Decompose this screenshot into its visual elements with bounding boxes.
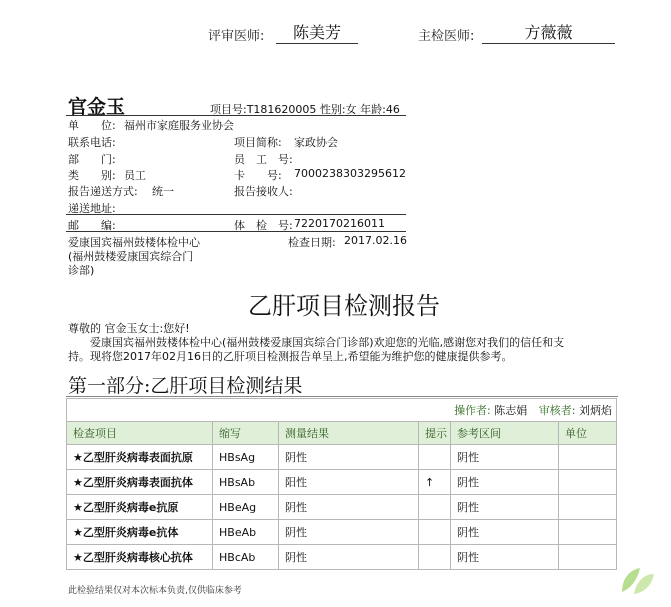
section-title: 第一部分:乙肝项目检测结果 xyxy=(68,375,303,397)
row-unit xyxy=(559,470,617,495)
project-short-value: 家政协会 xyxy=(294,136,338,149)
row-abbr: HBsAb xyxy=(213,470,279,495)
row-unit xyxy=(559,445,617,470)
operator-label: 操作者: xyxy=(454,404,491,417)
exam-no-value: 7220170216011 xyxy=(294,217,385,230)
row-item: ★乙型肝炎病毒表面抗体 xyxy=(67,470,213,495)
patient-name: 官金玉 xyxy=(68,96,126,118)
row-ref: 阴性 xyxy=(451,470,559,495)
unit-label: 单 位: xyxy=(68,119,116,132)
row-result: 阴性 xyxy=(279,545,419,570)
unit-value: 福州市家庭服务业协会 xyxy=(124,119,234,132)
row-item: ★乙型肝炎病毒表面抗原 xyxy=(67,445,213,470)
exam-date-label: 检查日期: xyxy=(288,236,336,249)
row-result: 阴性 xyxy=(279,520,419,545)
col-header-unit: 单位 xyxy=(559,422,617,445)
row-unit xyxy=(559,520,617,545)
row-hint: ↑ xyxy=(419,470,451,495)
phone-label: 联系电话: xyxy=(68,136,116,149)
divider xyxy=(66,115,406,116)
postcode-label: 邮 编: xyxy=(68,219,116,232)
department-label: 部 门: xyxy=(68,153,116,166)
leaf-logo-icon xyxy=(618,560,658,596)
delivery-value: 统一 xyxy=(152,185,174,198)
row-abbr: HBeAb xyxy=(213,520,279,545)
row-abbr: HBsAg xyxy=(213,445,279,470)
row-unit xyxy=(559,495,617,520)
operator-name: 陈志娟 xyxy=(494,404,528,417)
exam-date-value: 2017.02.16 xyxy=(344,234,407,247)
intro-line2: 持。现将您2017年02月16日的乙肝项目检测报告单呈上,希望能为维护您的健康提供参考。 xyxy=(68,350,513,363)
row-ref: 阴性 xyxy=(451,545,559,570)
row-hint xyxy=(419,445,451,470)
row-abbr: HBeAg xyxy=(213,495,279,520)
col-header-ref: 参考区间 xyxy=(451,422,559,445)
row-item: ★乙型肝炎病毒e抗原 xyxy=(67,495,213,520)
project-line: 项目号:T181620005 性别:女 年龄:46 xyxy=(210,103,400,116)
card-label: 卡 号: xyxy=(234,169,282,182)
operators-row xyxy=(67,399,617,422)
col-header-hint: 提示 xyxy=(419,422,451,445)
auditor-label: 审核者: xyxy=(538,404,576,417)
table-row xyxy=(67,445,617,470)
center-name-line2: (福州鼓楼爱康国宾综合门 xyxy=(68,250,194,263)
col-header-abbr: 缩写 xyxy=(213,422,279,445)
center-name-line3: 诊部) xyxy=(68,264,95,277)
row-ref: 阴性 xyxy=(451,445,559,470)
intro-line1: 爱康国宾福州鼓楼体检中心(福州鼓楼爱康国宾综合门诊部)欢迎您的光临,感谢您对我们的信任和支 xyxy=(90,336,565,349)
center-name-line1: 爱康国宾福州鼓楼体检中心 xyxy=(68,236,200,249)
row-unit xyxy=(559,545,617,570)
row-hint xyxy=(419,495,451,520)
col-header-result: 测量结果 xyxy=(279,422,419,445)
receiver-label: 报告接收人: xyxy=(234,185,293,198)
row-ref: 阴性 xyxy=(451,495,559,520)
project-short-label: 项目简称: xyxy=(234,136,282,149)
greeting: 尊敬的 官金玉女士:您好! xyxy=(68,322,190,335)
row-result: 阴性 xyxy=(279,445,419,470)
row-abbr: HBcAb xyxy=(213,545,279,570)
row-hint xyxy=(419,520,451,545)
employee-no-label: 员 工 号: xyxy=(234,153,293,166)
section-divider xyxy=(66,396,618,397)
row-item: ★乙型肝炎病毒核心抗体 xyxy=(67,545,213,570)
table-row xyxy=(67,545,617,570)
row-hint xyxy=(419,545,451,570)
row-item: ★乙型肝炎病毒e抗体 xyxy=(67,520,213,545)
table-row xyxy=(67,470,617,495)
row-ref: 阴性 xyxy=(451,520,559,545)
footnote: 此检验结果仅对本次标本负责,仅供临床参考 xyxy=(68,586,242,596)
table-header-row xyxy=(67,422,617,445)
divider xyxy=(66,231,406,232)
address-label: 递送地址: xyxy=(68,202,116,215)
report-title: 乙肝项目检测报告 xyxy=(248,292,440,320)
category-label: 类 别: xyxy=(68,169,116,182)
delivery-label: 报告递送方式: xyxy=(68,185,138,198)
row-result: 阴性 xyxy=(279,495,419,520)
auditor-name: 刘炳焰 xyxy=(579,404,612,417)
row-result: 阳性 xyxy=(279,470,419,495)
col-header-item: 检查项目 xyxy=(67,422,213,445)
results-table xyxy=(66,398,617,570)
operators-cell xyxy=(67,399,617,422)
table-row xyxy=(67,495,617,520)
card-value: 7000238303295612 xyxy=(294,167,406,180)
chief-doctor-name: 方薇薇 xyxy=(482,20,615,44)
exam-no-label: 体 检 号: xyxy=(234,219,293,232)
category-value: 员工 xyxy=(124,169,146,182)
table-row xyxy=(67,520,617,545)
reviewer-name: 陈美芳 xyxy=(276,20,358,44)
reviewer-label: 评审医师: xyxy=(208,29,265,44)
divider xyxy=(66,214,406,215)
chief-doctor-label: 主检医师: xyxy=(418,29,475,44)
